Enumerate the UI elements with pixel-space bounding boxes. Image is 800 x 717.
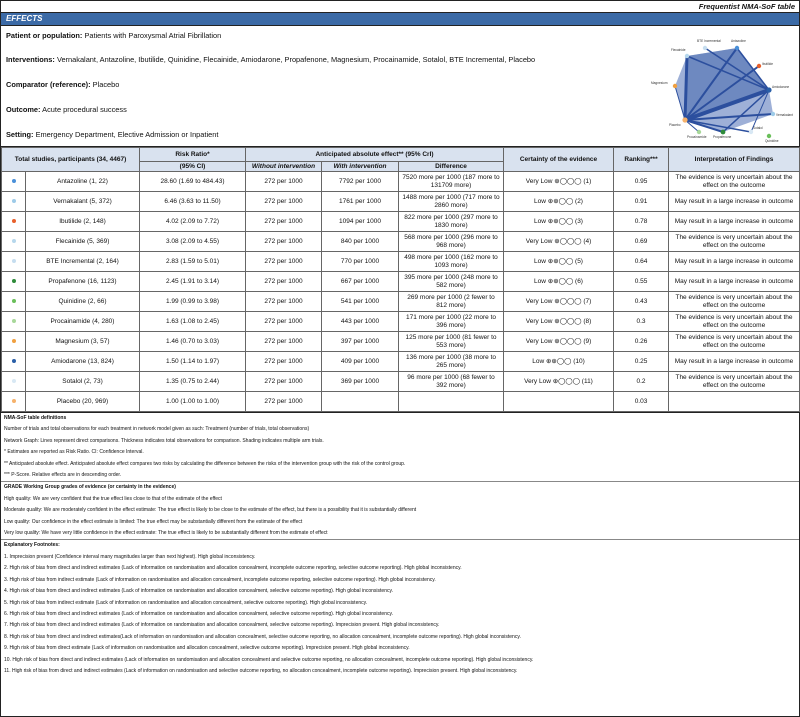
- cell-rank: 0.64: [614, 252, 669, 272]
- treatment-bullet-icon: [12, 259, 16, 263]
- cell-interp: The evidence is very uncertain about the effect on the outcome: [669, 332, 800, 352]
- cell-rank: 0.78: [614, 212, 669, 232]
- cell-diff: 171 more per 1000 (22 more to 396 more): [399, 312, 504, 332]
- cell-certainty: Very Low ⊕◯◯◯ (9): [504, 332, 614, 352]
- outcome-line: [6, 105, 127, 114]
- cell-without: 272 per 1000: [246, 252, 322, 272]
- treatment-color-cell: [2, 332, 26, 352]
- treatment-color-cell: [2, 392, 26, 412]
- cell-rr: 1.00 (1.00 to 1.00): [140, 392, 246, 412]
- results-table: [1, 147, 800, 412]
- cell-interp: The evidence is very uncertain about the effect on the outcome: [669, 372, 800, 392]
- definition-line: Network Graph: Lines represent direct comparisons. Thickness indicates total observations for comparison. Shading indicates multiple arm trials.: [4, 437, 324, 444]
- cell-rr: 6.46 (3.63 to 11.50): [140, 192, 246, 212]
- cell-diff: 498 more per 1000 (162 more to 1093 more): [399, 252, 504, 272]
- interventions-label: Interventions:: [6, 55, 55, 64]
- treatment-color-cell: [2, 292, 26, 312]
- node-vernakalant: [771, 112, 775, 116]
- cell-with: 770 per 1000: [322, 252, 399, 272]
- network-label: Amiodarone: [772, 85, 790, 89]
- cell-rr: 1.46 (0.70 to 3.03): [140, 332, 246, 352]
- definition-line: 5. High risk of bias from indirect estimate (Lack of information on randomisation and allocation concealment, selective outcome reporting). High global inconsistency.: [4, 599, 368, 606]
- cell-certainty: Very Low ⊕◯◯◯ (11): [504, 372, 614, 392]
- cell-interp: May result in a large increase in outcome: [669, 352, 800, 372]
- treatment-color-cell: [2, 252, 26, 272]
- cell-diff: 822 more per 1000 (297 more to 1830 more): [399, 212, 504, 232]
- col-interpretation: Interpretation of Findings: [669, 148, 800, 172]
- cell-certainty: Low ⊕⊕◯◯ (2): [504, 192, 614, 212]
- comparator-line: [6, 80, 119, 89]
- col-ranking: Ranking***: [614, 148, 669, 172]
- cell-rank: 0.03: [614, 392, 669, 412]
- cell-study: Sotalol (2, 73): [26, 372, 140, 392]
- definition-line: 1. Imprecision present (Confidence interval many magnitudes larger than next highest). High global inconsistency.: [4, 553, 256, 560]
- definitions-section: [1, 412, 799, 677]
- cell-with: 409 per 1000: [322, 352, 399, 372]
- network-label: Procainamide: [687, 135, 707, 139]
- network-graph: [641, 28, 799, 144]
- treatment-bullet-icon: [12, 359, 16, 363]
- network-label: Quinidine: [765, 139, 779, 143]
- cell-diff: 269 more per 1000 (2 fewer to 812 more): [399, 292, 504, 312]
- col-with: With intervention: [322, 162, 399, 172]
- treatment-color-cell: [2, 372, 26, 392]
- treatment-bullet-icon: [12, 399, 16, 403]
- cell-rr: 2.83 (1.59 to 5.01): [140, 252, 246, 272]
- cell-certainty: Very Low ⊕◯◯◯ (4): [504, 232, 614, 252]
- cell-certainty: Low ⊕⊕◯◯ (10): [504, 352, 614, 372]
- cell-rank: 0.95: [614, 172, 669, 192]
- comparator-label: Comparator (reference):: [6, 80, 91, 89]
- node-ibutilide: [757, 64, 761, 68]
- definition-line: Very low quality: We have very little confidence in the effect estimate: The true effect is likely to be substantially different from the estimate of effect: [1, 528, 799, 540]
- outcome-value: Acute procedural success: [42, 105, 127, 114]
- cell-study: Propafenone (16, 1123): [26, 272, 140, 292]
- cell-diff: 96 more per 1000 (68 fewer to 392 more): [399, 372, 504, 392]
- definition-line: Number of trials and total observations for each treatment in network model given as such: Treatment (number of trials, total observations): [4, 426, 310, 433]
- network-label: Flecainide: [671, 48, 686, 52]
- definition-line: 8. High risk of bias from direct and indirect estimates(Lack of information on randomisation and allocation concealment, selective outcome reporting, no allocation concealment, incomplete outcome reporting). High global inconsistency.: [4, 633, 521, 640]
- summary-header: [1, 26, 799, 147]
- col-risk-ratio: Risk Ratio*: [140, 148, 246, 162]
- cell-with: 541 per 1000: [322, 292, 399, 312]
- cell-study: Antazoline (1, 22): [26, 172, 140, 192]
- node-placebo: [682, 117, 687, 122]
- table-row: [2, 192, 800, 212]
- definition-line: 3. High risk of bias from indirect estimate (Lack of information on randomisation and allocation concealment, incomplete outcome reporting, selective outcome reporting). High global inconsistency.: [4, 576, 436, 583]
- col-difference: Difference: [399, 162, 504, 172]
- definition-heading: NMA-SoF table definitions: [4, 415, 67, 421]
- definition-line: *** P-Score. Relative effects are in descending order.: [1, 470, 799, 482]
- population-label: Patient or population:: [6, 31, 83, 40]
- cell-study: Quinidine (2, 66): [26, 292, 140, 312]
- definition-line: 6. High risk of bias from direct and indirect estimates (Lack of information on randomisation and allocation concealment, selective outcome reporting). High global inconsistency.: [4, 610, 393, 617]
- cell-with: 443 per 1000: [322, 312, 399, 332]
- table-row: [2, 352, 800, 372]
- cell-interp: The evidence is very uncertain about the effect on the outcome: [669, 232, 800, 252]
- cell-diff: 7520 more per 1000 (187 more to 131709 more): [399, 172, 504, 192]
- cell-without: 272 per 1000: [246, 372, 322, 392]
- population-line: [6, 31, 221, 40]
- table-row: [2, 332, 800, 352]
- cell-certainty: Very Low ⊕◯◯◯ (7): [504, 292, 614, 312]
- cell-study: Procainamide (4, 280): [26, 312, 140, 332]
- cell-rank: 0.43: [614, 292, 669, 312]
- table-row: [2, 252, 800, 272]
- setting-label: Setting:: [6, 130, 34, 139]
- treatment-bullet-icon: [12, 239, 16, 243]
- cell-rank: 0.69: [614, 232, 669, 252]
- col-without: Without intervention: [246, 162, 322, 172]
- interventions-line: [6, 55, 535, 64]
- cell-interp: [669, 392, 800, 412]
- table-row: [2, 312, 800, 332]
- table-row: [2, 232, 800, 252]
- cell-diff: 568 more per 1000 (296 more to 968 more): [399, 232, 504, 252]
- cell-without: 272 per 1000: [246, 212, 322, 232]
- cell-with: 397 per 1000: [322, 332, 399, 352]
- definition-line: 9. High risk of bias from direct estimate (Lack of information on randomisation and allocation concealment, selective outcome reporting). Imprecision present. High global inconsistency.: [4, 645, 410, 652]
- network-label: Antazoline: [731, 39, 746, 43]
- cell-rr: 1.99 (0.99 to 3.98): [140, 292, 246, 312]
- cell-rank: 0.26: [614, 332, 669, 352]
- treatment-color-cell: [2, 232, 26, 252]
- network-label: BTE Incremental: [697, 39, 721, 43]
- cell-without: 272 per 1000: [246, 192, 322, 212]
- treatment-bullet-icon: [12, 379, 16, 383]
- treatment-bullet-icon: [12, 199, 16, 203]
- cell-interp: The evidence is very uncertain about the effect on the outcome: [669, 312, 800, 332]
- cell-interp: May result in a large increase in outcome: [669, 192, 800, 212]
- table-row: [2, 272, 800, 292]
- node-antazoline: [735, 46, 739, 50]
- cell-rr: 1.63 (1.08 to 2.45): [140, 312, 246, 332]
- cell-with: 1094 per 1000: [322, 212, 399, 232]
- cell-diff: 395 more per 1000 (248 more to 582 more): [399, 272, 504, 292]
- outcome-label: Outcome:: [6, 105, 41, 114]
- cell-without: 272 per 1000: [246, 312, 322, 332]
- node-propafenone: [721, 130, 726, 135]
- treatment-color-cell: [2, 172, 26, 192]
- treatment-bullet-icon: [12, 279, 16, 283]
- cell-study: Magnesium (3, 57): [26, 332, 140, 352]
- cell-rank: 0.91: [614, 192, 669, 212]
- cell-rr: 28.60 (1.69 to 484.43): [140, 172, 246, 192]
- cell-study: Flecainide (5, 369): [26, 232, 140, 252]
- cell-without: 272 per 1000: [246, 232, 322, 252]
- table-row: [2, 392, 800, 412]
- cell-rank: 0.2: [614, 372, 669, 392]
- cell-with: 1761 per 1000: [322, 192, 399, 212]
- cell-rr: 4.02 (2.09 to 7.72): [140, 212, 246, 232]
- definition-line: Moderate quality: We are moderately confident in the effect estimate: The true effect is likely to be close to the estimate of the effect, but there is a possibility that it is substantially different: [4, 507, 417, 514]
- table-row: [2, 292, 800, 312]
- definition-line: 11. High risk of bias from direct and indirect estimates (Lack of information on randomisation and selective outcome reporting, no allocation concealment, incomplete outcome reporting). Imprecision present. High global inconsistency.: [4, 667, 518, 674]
- population-value: Patients with Paroxysmal Atrial Fibrillation: [84, 31, 222, 40]
- definition-line: High quality: We are very confident that the true effect lies close to that of the estimate of the effect: [4, 495, 222, 502]
- treatment-bullet-icon: [12, 219, 16, 223]
- setting-value: Emergency Department, Elective Admission or Inpatient: [35, 130, 219, 139]
- cell-rank: 0.3: [614, 312, 669, 332]
- node-procainamide: [697, 130, 701, 134]
- network-label: Vernakalant: [776, 113, 793, 117]
- treatment-bullet-icon: [12, 179, 16, 183]
- cell-rr: 1.35 (0.75 to 2.44): [140, 372, 246, 392]
- cell-interp: May result in a large increase in outcome: [669, 212, 800, 232]
- cell-with: 840 per 1000: [322, 232, 399, 252]
- network-label: Ibutilide: [762, 62, 773, 66]
- cell-rr: 1.50 (1.14 to 1.97): [140, 352, 246, 372]
- treatment-color-cell: [2, 272, 26, 292]
- node-magnesium: [673, 84, 677, 88]
- cell-rr: 2.45 (1.91 to 3.14): [140, 272, 246, 292]
- table-row: [2, 212, 800, 232]
- table-title: Frequentist NMA-SoF table: [1, 1, 799, 13]
- cell-study: Placebo (20, 969): [26, 392, 140, 412]
- treatment-color-cell: [2, 212, 26, 232]
- cell-without: 272 per 1000: [246, 272, 322, 292]
- cell-without: 272 per 1000: [246, 292, 322, 312]
- cell-study: Vernakalant (5, 372): [26, 192, 140, 212]
- node-bte-incremental: [703, 46, 707, 50]
- definition-line: Low quality: Our confidence in the effect estimate is limited: The true effect may be substantially different from the estimate of the effect: [4, 518, 303, 525]
- table-row: [2, 172, 800, 192]
- comparator-value: Placebo: [92, 80, 120, 89]
- treatment-bullet-icon: [12, 299, 16, 303]
- effects-section-header: EFFECTS: [1, 13, 799, 26]
- treatment-color-cell: [2, 352, 26, 372]
- treatment-bullet-icon: [12, 339, 16, 343]
- definition-line: 10. High risk of bias from direct and indirect estimates (Lack of information on randomisation and allocation concealment and selective outcome reporting, no allocation concealment, incomplete outcome reporting). High global inconsistency.: [4, 656, 534, 663]
- node-quinidine: [767, 134, 771, 138]
- definition-heading: Explanatory Footnotes:: [4, 542, 60, 549]
- col-certainty: Certainty of the evidence: [504, 148, 614, 172]
- cell-with: 369 per 1000: [322, 372, 399, 392]
- definition-line: 4. High risk of bias from direct and indirect estimates (Lack of information on randomisation and allocation concealment, selective outcome reporting). High global inconsistency.: [4, 588, 393, 595]
- node-amiodarone: [766, 87, 771, 92]
- cell-interp: The evidence is very uncertain about the effect on the outcome: [669, 292, 800, 312]
- network-label: Placebo: [669, 123, 681, 127]
- cell-study: Amiodarone (13, 824): [26, 352, 140, 372]
- cell-interp: May result in a large increase in outcome: [669, 252, 800, 272]
- treatment-bullet-icon: [12, 319, 16, 323]
- cell-interp: The evidence is very uncertain about the effect on the outcome: [669, 172, 800, 192]
- definition-line: ** Anticipated absolute effect. Anticipated absolute effect compares two risks by calculating the difference between the risks of the intervention group with the risk of the control group.: [4, 460, 406, 467]
- cell-diff: 136 more per 1000 (38 more to 265 more): [399, 352, 504, 372]
- cell-without: 272 per 1000: [246, 172, 322, 192]
- treatment-color-cell: [2, 192, 26, 212]
- col-risk-ratio-ci: (95% CI): [140, 162, 246, 172]
- cell-with: [322, 392, 399, 412]
- node-sotalol: [749, 130, 753, 134]
- definition-line: * Estimates are reported as Risk Ratio. CI: Confidence Interval.: [4, 449, 144, 456]
- cell-rr: 3.08 (2.09 to 4.55): [140, 232, 246, 252]
- cell-interp: May result in a large increase in outcome: [669, 272, 800, 292]
- cell-rank: 0.25: [614, 352, 669, 372]
- cell-diff: 1488 more per 1000 (717 more to 2860 more): [399, 192, 504, 212]
- cell-diff: 125 more per 1000 (81 fewer to 553 more): [399, 332, 504, 352]
- network-label: Propafenone: [713, 135, 732, 139]
- cell-certainty: Very Low ⊕◯◯◯ (1): [504, 172, 614, 192]
- cell-certainty: Very Low ⊕◯◯◯ (8): [504, 312, 614, 332]
- cell-without: 272 per 1000: [246, 332, 322, 352]
- cell-certainty: Low ⊕⊕◯◯ (3): [504, 212, 614, 232]
- node-flecainide: [685, 54, 689, 58]
- cell-study: Ibutilide (2, 148): [26, 212, 140, 232]
- cell-with: 7792 per 1000: [322, 172, 399, 192]
- cell-study: BTE Incremental (2, 164): [26, 252, 140, 272]
- table-row: [2, 372, 800, 392]
- cell-with: 667 per 1000: [322, 272, 399, 292]
- col-absolute-effect: Anticipated absolute effect** (95% CrI): [246, 148, 504, 162]
- network-label: Magnesium: [651, 81, 668, 85]
- cell-without: 272 per 1000: [246, 392, 322, 412]
- col-studies: Total studies, participants (34, 4467): [2, 148, 140, 172]
- cell-certainty: Low ⊕⊕◯◯ (6): [504, 272, 614, 292]
- setting-line: [6, 130, 218, 139]
- treatment-color-cell: [2, 312, 26, 332]
- network-label: Sotalol: [753, 126, 763, 130]
- definition-line: 2. High risk of bias from direct and indirect estimates (Lack of information on randomisation and allocation concealment, incomplete outcome reporting, selective outcome reporting). High global inconsistency.: [4, 565, 462, 572]
- cell-diff: [399, 392, 504, 412]
- cell-certainty: Low ⊕⊕◯◯ (5): [504, 252, 614, 272]
- cell-certainty: [504, 392, 614, 412]
- interventions-value: Vernakalant, Antazoline, Ibutilide, Quinidine, Flecainide, Amiodarone, Propafenone, Magnesium, Procainamide, Sotalol, BTE Incremental, Placebo: [56, 55, 536, 64]
- definition-heading: GRADE Working Group grades of evidence (or certainty in the evidence): [4, 484, 176, 491]
- cell-without: 272 per 1000: [246, 352, 322, 372]
- definition-line: 7. High risk of bias from direct and indirect estimates (Lack of information on randomisation and allocation concealment, selective outcome reporting). Imprecision present. High global inconsistency.: [4, 622, 440, 629]
- cell-rank: 0.55: [614, 272, 669, 292]
